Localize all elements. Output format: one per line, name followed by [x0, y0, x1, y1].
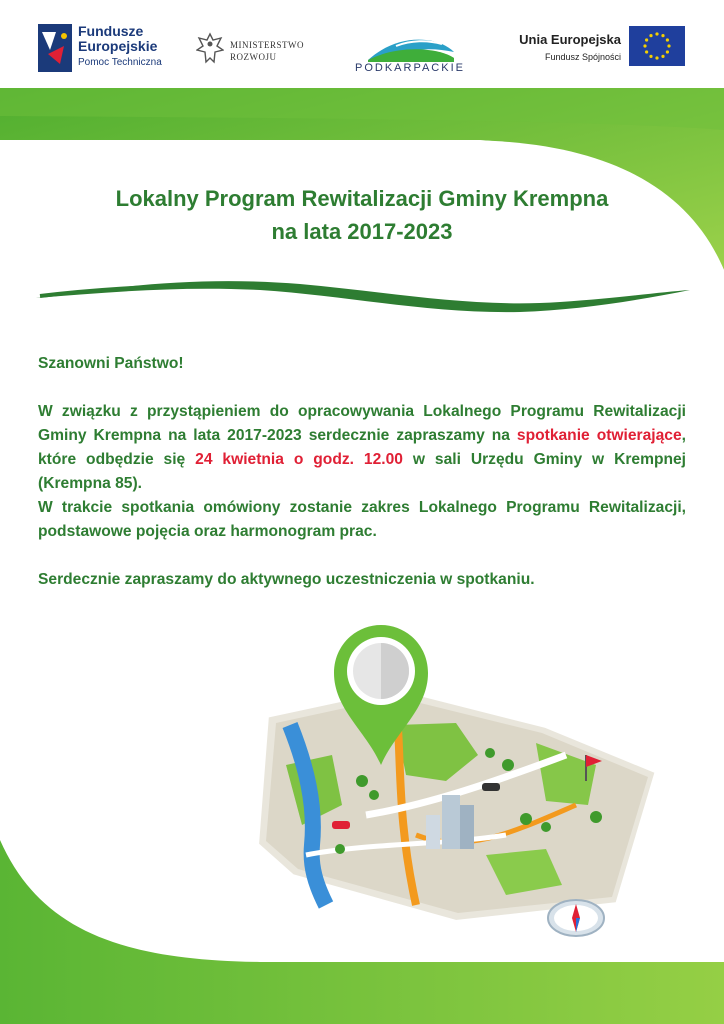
agenda-paragraph: W trakcie spotkania omówiony zostanie zakres Lokalnego Programu Rewitalizacji, podstawowe pojęcia oraz harmonogram prac.: [38, 499, 686, 540]
podkarpackie-logo: [352, 22, 468, 74]
meeting-name-highlight: spotkanie otwierające: [516, 427, 682, 444]
title-line2: na lata 2017-2023: [271, 219, 453, 244]
podkarpackie-hills-icon: [366, 34, 456, 62]
p1-part3: w sali Urzędu Gminy w Krempnej (Krempna 85).: [38, 451, 686, 492]
ministerstwo-line2: ROZWOJU: [230, 52, 277, 62]
unia-europejska-logo: [505, 22, 687, 74]
fundusze-line3: Pomoc Techniczna: [78, 57, 162, 68]
p1-part1: W związku z przystąpieniem do opracowywania Lokalnego Programu Rewitalizacji Gminy Krempna na lata 2017-2023 serdecznie zapraszamy na: [38, 403, 686, 444]
fundusze-europejskie-logo: [38, 22, 183, 74]
eagle-icon: [196, 32, 224, 66]
fundusze-line1: Fundusze: [78, 23, 144, 39]
meeting-date-highlight: 24 kwietnia o godz. 12.00: [195, 451, 403, 468]
p1-part2: , które odbędzie się: [38, 427, 686, 468]
invitation-body: [38, 352, 686, 616]
unia-line2: Fundusz Spójności: [544, 52, 621, 62]
logo-bar: [0, 0, 724, 85]
title-line1: Lokalny Program Rewitalizacji Gminy Krempna: [115, 186, 609, 211]
podkarpackie-label: PODKARPACKIE: [355, 62, 465, 74]
fundusze-europejskie-logo-icon: [38, 24, 72, 72]
eu-flag-icon: [629, 26, 685, 66]
compass-icon: [546, 896, 606, 938]
closing-line: Serdecznie zapraszamy do aktywnego uczestniczenia w spotkaniu.: [38, 571, 535, 588]
page-title: [0, 182, 724, 248]
greeting: Szanowni Państwo!: [38, 355, 184, 372]
unia-line1: Unia Europejska: [519, 32, 621, 47]
city-map-illustration: [246, 605, 664, 945]
ministerstwo-line1: MINISTERSTWO: [230, 40, 304, 50]
fundusze-line2: Europejskie: [78, 38, 158, 54]
invitation-paragraph: [38, 400, 686, 496]
ministerstwo-rozwoju-logo: [196, 22, 316, 74]
